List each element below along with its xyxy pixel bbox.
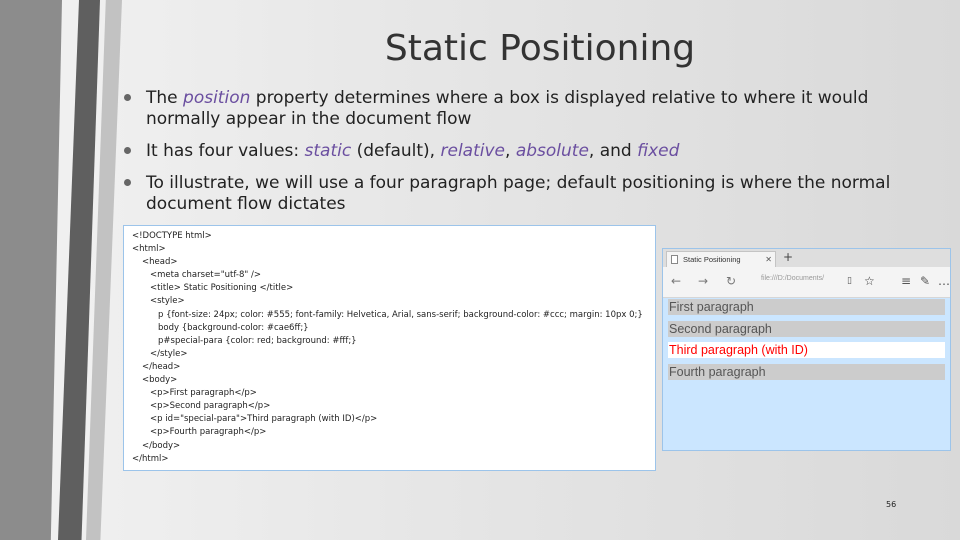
bullet-text: property determines where a box is displayed relative to where it would normally appear in the document flow (146, 88, 869, 129)
more-icon[interactable]: … (938, 274, 950, 288)
share-icon[interactable]: ✎ (920, 274, 931, 288)
code-line: p#special-para {color: red; background: #fff;} (158, 335, 357, 346)
code-line: <p>Second paragraph</p> (150, 401, 271, 412)
code-line: <p>First paragraph</p> (150, 388, 257, 399)
code-line: <!DOCTYPE html> (132, 231, 212, 241)
code-line: p {font-size: 24px; color: #555; font-family: Helvetica, Arial, sans-serif; background-color: #ccc; margin: 10px 0;} (158, 309, 643, 320)
hub-icon[interactable]: ≡ (901, 274, 912, 288)
code-line: <body> (142, 375, 178, 386)
bullet-item (120, 88, 920, 130)
code-line: </style> (150, 348, 188, 359)
code-line: <title> Static Positioning </title> (150, 283, 294, 294)
address-bar (663, 267, 950, 298)
slide-title: Static Positioning (384, 28, 696, 69)
forward-icon[interactable]: → (698, 274, 709, 288)
code-line: </head> (142, 361, 181, 372)
page-number: 56 (886, 500, 897, 509)
code-line: <meta charset="utf-8" /> (150, 270, 261, 281)
close-icon[interactable]: ✕ (765, 255, 772, 264)
keyword: absolute (515, 141, 589, 161)
bullet-text: The (146, 88, 184, 108)
refresh-icon[interactable]: ↻ (726, 274, 737, 288)
reading-view-icon[interactable]: ▯ (847, 276, 852, 286)
code-line: <p id="special-para">Third paragraph (with ID)</p> (150, 414, 378, 425)
bullet-text: , (505, 141, 516, 161)
bullet-item (120, 141, 920, 162)
paragraph: First paragraph (668, 299, 945, 315)
keyword: static (304, 141, 352, 161)
keyword: relative (440, 141, 505, 161)
favorites-star-icon[interactable]: ☆ (864, 274, 875, 288)
tab-bar (663, 249, 950, 267)
new-tab-icon[interactable]: + (783, 250, 794, 264)
keyword: position (183, 88, 251, 108)
browser-tab[interactable] (666, 251, 776, 267)
code-line: <head> (142, 257, 178, 268)
bullet-text: (default), (351, 141, 441, 161)
keyword: fixed (637, 141, 680, 161)
paragraph: Fourth paragraph (668, 364, 945, 380)
bullet-list (120, 88, 920, 226)
code-line: body {background-color: #cae6ff;} (158, 322, 309, 333)
decorative-stripe (0, 0, 62, 540)
special-paragraph: Third paragraph (with ID) (668, 342, 945, 358)
bullet-item (120, 173, 920, 215)
url-field[interactable]: file:///D:/Documents/ (761, 275, 825, 282)
code-line: <p>Fourth paragraph</p> (150, 427, 267, 438)
code-line: <html> (132, 244, 166, 255)
paragraph: Second paragraph (668, 321, 945, 337)
back-icon[interactable]: ← (671, 274, 682, 288)
page-icon (671, 255, 678, 264)
code-line: <style> (150, 296, 185, 307)
code-line: </html> (132, 453, 169, 464)
page-content (663, 298, 950, 386)
bullet-text: It has four values: (146, 141, 305, 161)
code-line: </body> (142, 440, 181, 451)
code-listing (123, 225, 656, 471)
browser-screenshot (662, 248, 951, 451)
tab-title: Static Positioning (683, 255, 741, 264)
bullet-text: To illustrate, we will use a four paragraph page; default positioning is where the normal document flow dictates (146, 173, 891, 214)
bullet-text: , and (588, 141, 638, 161)
